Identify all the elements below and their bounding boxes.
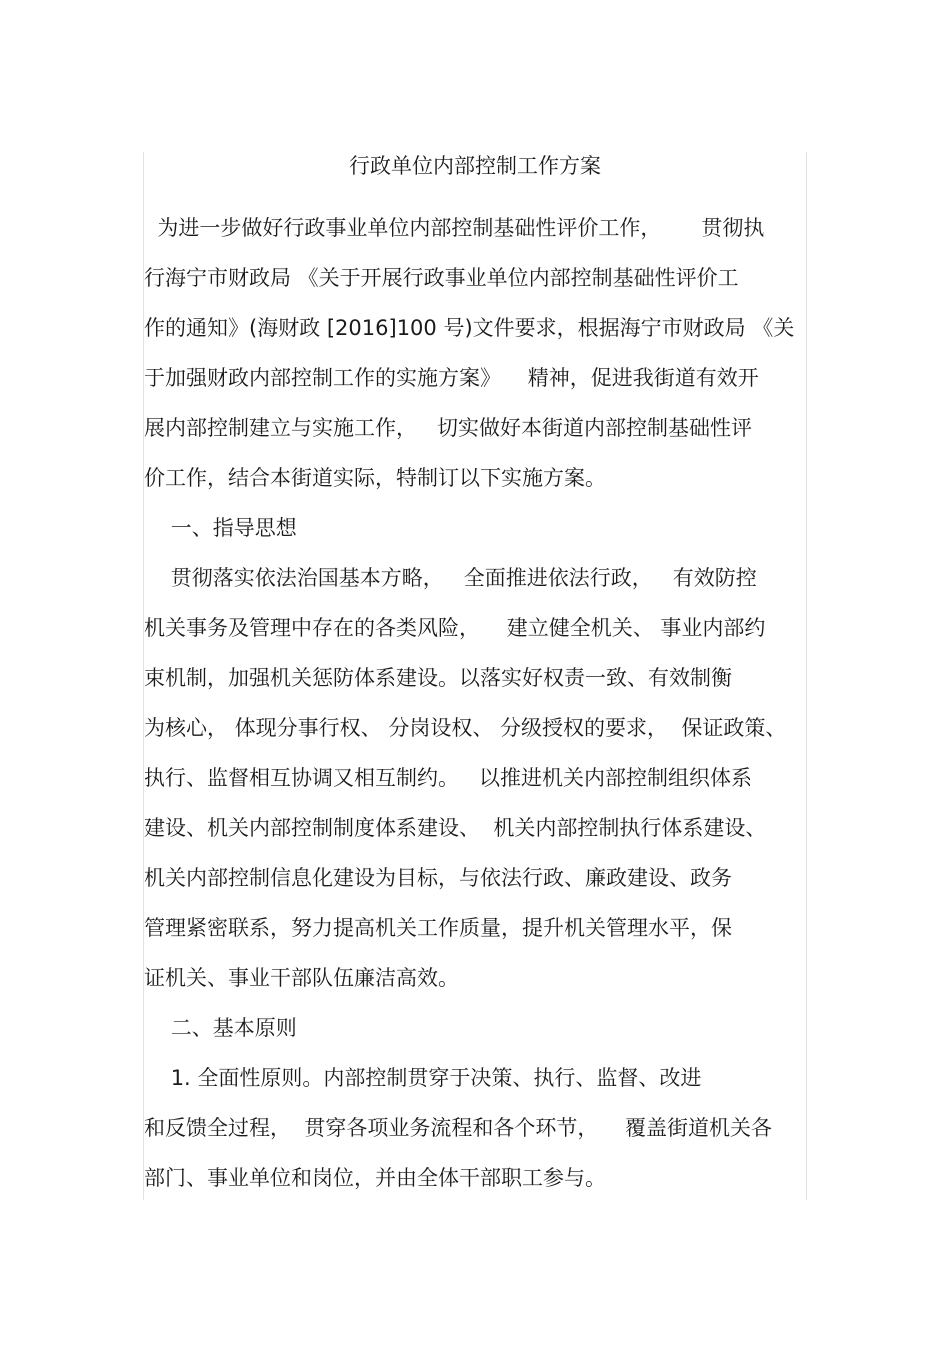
document-title: 行政单位内部控制工作方案 [349, 154, 601, 178]
text-line: 执行、监督相互协调又相互制约。 以推进机关内部控制组织体系 [144, 766, 753, 790]
section-heading: 二、基本原则 [144, 1016, 297, 1040]
text-line: 行海宁市财政局 《关于开展行政事业单位内部控制基础性评价工 [144, 266, 739, 290]
text-line: 贯彻落实依法治国基本方略， 全面推进依法行政， 有效防控 [144, 566, 757, 590]
text-line: 1. 全面性原则。内部控制贯穿于决策、执行、监督、改进 [144, 1066, 702, 1090]
section-heading: 一、指导思想 [144, 516, 297, 540]
text-line: 管理紧密联系，努力提高机关工作质量，提升机关管理水平，保 [144, 916, 732, 940]
text-line: 为核心， 体现分事行权、 分岗设权、 分级授权的要求， 保证政策、 [144, 716, 787, 740]
text-line: 和反馈全过程， 贯穿各项业务流程和各个环节， 覆盖街道机关各 [144, 1116, 773, 1140]
text-line: 部门、事业单位和岗位，并由全体干部职工参与。 [144, 1166, 606, 1190]
text-line: 束机制，加强机关惩防体系建设。以落实好权责一致、有效制衡 [144, 666, 732, 690]
text-line: 作的通知》(海财政 [2016]100 号)文件要求，根据海宁市财政局 《关 [144, 316, 795, 340]
page-border-right [806, 152, 807, 1200]
text-line: 展内部控制建立与实施工作， 切实做好本街道内部控制基础性评 [144, 416, 753, 440]
text-line: 为进一步做好行政事业单位内部控制基础性评价工作， 贯彻执 [144, 216, 765, 240]
text-line: 机关内部控制信息化建设为目标，与依法行政、廉政建设、政务 [144, 866, 732, 890]
text-line: 建设、机关内部控制制度体系建设、 机关内部控制执行体系建设、 [144, 816, 767, 840]
text-line: 证机关、事业干部队伍廉洁高效。 [144, 966, 459, 990]
text-line: 于加强财政内部控制工作的实施方案》 精神，促进我街道有效开 [144, 366, 759, 390]
text-line: 价工作，结合本街道实际，特制订以下实施方案。 [144, 466, 606, 490]
text-line: 机关事务及管理中存在的各类风险， 建立健全机关、 事业内部约 [144, 616, 766, 640]
